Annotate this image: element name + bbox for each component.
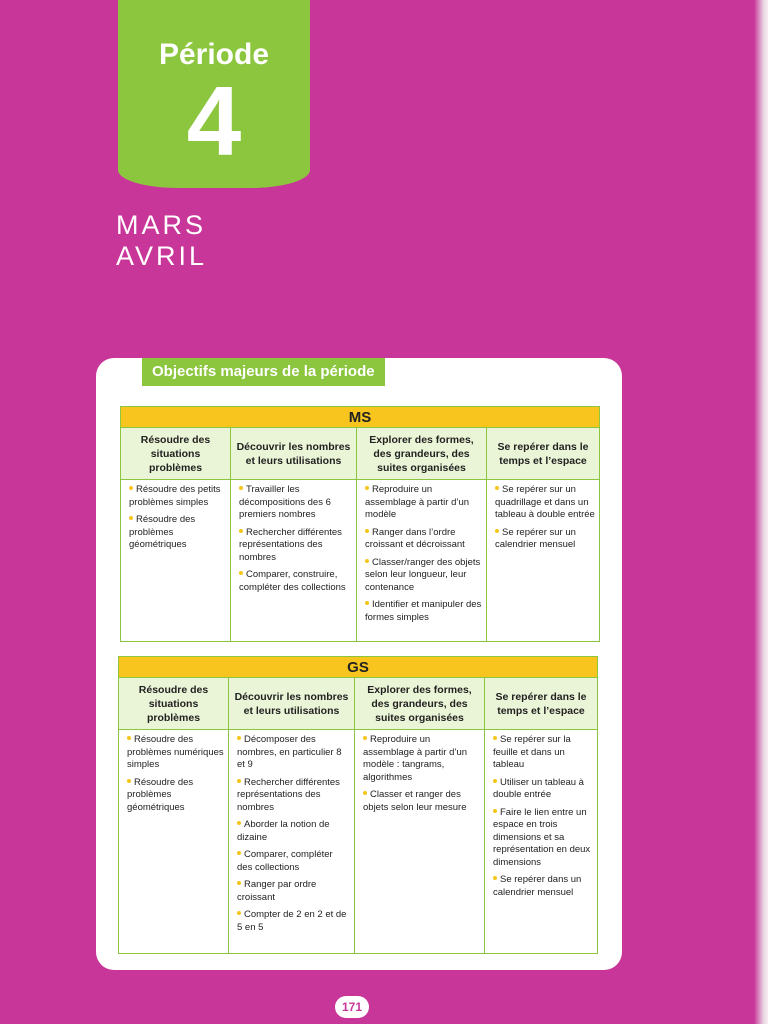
objectives-cell xyxy=(355,730,485,953)
bullet-icon xyxy=(127,779,131,783)
objective-text: Rechercher différentes représentations des nombres xyxy=(237,776,340,813)
column-header: Explorer des formes, des grandeurs, des suites organisées xyxy=(355,678,485,730)
objective-text: Reproduire un assemblage à partir d’un modèle : tangrams, algorithmes xyxy=(363,734,468,783)
objective-item xyxy=(127,514,226,552)
objective-item xyxy=(235,819,350,844)
objective-item xyxy=(235,879,350,904)
bullet-icon xyxy=(239,571,243,575)
objective-text: Compter de 2 en 2 et de 5 en 5 xyxy=(237,909,347,933)
bullet-icon xyxy=(237,736,241,740)
bullet-icon xyxy=(127,736,131,740)
objectives-cell xyxy=(487,480,599,641)
objective-text: Décomposer des nombres, en particulier 8 et 9 xyxy=(237,734,342,770)
objective-item xyxy=(237,484,352,522)
objective-text: Résoudre des petits problèmes simples xyxy=(129,484,221,508)
objective-item xyxy=(237,527,352,565)
objective-text: Rechercher différentes représentations des nombres xyxy=(239,526,342,563)
bullet-icon xyxy=(129,516,133,520)
objectives-cell xyxy=(119,730,229,953)
bullet-icon xyxy=(237,881,241,885)
bullet-icon xyxy=(365,529,369,533)
objective-text: Aborder la notion de dizaine xyxy=(237,819,330,843)
bullet-icon xyxy=(237,821,241,825)
bullet-icon xyxy=(237,911,241,915)
period-tab xyxy=(118,0,310,188)
month-2: AVRIL xyxy=(116,241,208,271)
objective-text: Se repérer dans un calendrier mensuel xyxy=(493,874,582,898)
objectives-cell xyxy=(229,730,355,953)
level-label: GS xyxy=(119,657,597,678)
objective-item xyxy=(491,734,593,772)
column-header: Explorer des formes, des grandeurs, des suites organisées xyxy=(357,428,487,480)
column-header: Se repérer dans le temps et l’espace xyxy=(485,678,597,730)
bullet-icon xyxy=(493,736,497,740)
bullet-icon xyxy=(129,486,133,490)
bullet-icon xyxy=(493,876,497,880)
bullet-icon xyxy=(237,779,241,783)
objective-item xyxy=(493,527,595,552)
objective-text: Résoudre des problèmes numériques simples xyxy=(127,734,224,770)
objective-text: Comparer, compléter des collections xyxy=(237,849,333,873)
bullet-icon xyxy=(237,851,241,855)
objective-item xyxy=(235,734,350,772)
objective-text: Se repérer sur un calendrier mensuel xyxy=(495,526,576,550)
page-number: 171 xyxy=(335,996,369,1018)
bullet-icon xyxy=(493,809,497,813)
objectives-cell xyxy=(357,480,487,641)
objective-item xyxy=(125,777,224,815)
bullet-icon xyxy=(365,601,369,605)
objective-text: Utiliser un tableau à double entrée xyxy=(493,776,584,800)
table-ms xyxy=(120,406,600,642)
table-gs xyxy=(118,656,598,954)
month-1: MARS xyxy=(116,210,207,240)
bullet-icon xyxy=(365,559,369,563)
objective-text: Classer et ranger des objets selon leur mesure xyxy=(363,789,467,813)
objective-text: Comparer, construire, compléter des collections xyxy=(239,569,346,593)
bullet-icon xyxy=(365,486,369,490)
objective-item xyxy=(361,734,480,784)
objective-text: Identifier et manipuler des formes simples xyxy=(365,599,482,623)
bullet-icon xyxy=(363,736,367,740)
page-edge xyxy=(754,0,768,1024)
objective-text: Classer/ranger des objets selon leur longueur, leur contenance xyxy=(365,556,481,593)
objectives-cell xyxy=(485,730,597,953)
objective-item xyxy=(363,599,482,624)
objective-item xyxy=(125,734,224,772)
objective-item xyxy=(235,777,350,815)
objective-text: Reproduire un assemblage à partir d’un modèle xyxy=(365,484,470,520)
column-header: Découvrir les nombres et leurs utilisations xyxy=(229,678,355,730)
objective-item xyxy=(491,807,593,870)
objective-item xyxy=(363,527,482,552)
column-header: Résoudre des situations problèmes xyxy=(121,428,231,480)
bullet-icon xyxy=(363,791,367,795)
objective-text: Résoudre des problèmes géométriques xyxy=(129,514,196,550)
objective-text: Résoudre des problèmes géométriques xyxy=(127,776,194,813)
objective-item xyxy=(237,569,352,594)
objectives-cell xyxy=(231,480,357,641)
objective-text: Se repérer sur la feuille et dans un tableau xyxy=(493,734,571,770)
column-header: Se repérer dans le temps et l’espace xyxy=(487,428,599,480)
objective-item xyxy=(491,874,593,899)
bullet-icon xyxy=(239,529,243,533)
objective-item xyxy=(493,484,595,522)
bullet-icon xyxy=(493,779,497,783)
level-label: MS xyxy=(121,407,599,428)
column-header: Résoudre des situations problèmes xyxy=(119,678,229,730)
period-number: 4 xyxy=(186,66,242,176)
bullet-icon xyxy=(239,486,243,490)
objective-item xyxy=(363,484,482,522)
bullet-icon xyxy=(495,529,499,533)
bullet-icon xyxy=(495,486,499,490)
period-label: Période xyxy=(158,38,270,71)
column-header: Découvrir les nombres et leurs utilisations xyxy=(231,428,357,480)
objective-item xyxy=(491,777,593,802)
objective-item xyxy=(127,484,226,509)
objective-item xyxy=(363,557,482,595)
objective-text: Ranger dans l’ordre croissant et décroissant xyxy=(365,526,465,550)
objective-text: Ranger par ordre croissant xyxy=(237,879,317,903)
objective-text: Se repérer sur un quadrillage et dans un tableau à double entrée xyxy=(495,484,595,520)
objectives-title: Objectifs majeurs de la période xyxy=(142,358,385,386)
objective-text: Travailler les décompositions des 6 premiers nombres xyxy=(239,484,331,520)
objective-item xyxy=(361,789,480,814)
months xyxy=(116,210,207,272)
objective-item xyxy=(235,909,350,934)
objective-item xyxy=(235,849,350,874)
objective-text: Faire le lien entre un espace en trois dimensions et sa représentation en deux dimensions xyxy=(493,806,591,868)
objectives-cell xyxy=(121,480,231,641)
